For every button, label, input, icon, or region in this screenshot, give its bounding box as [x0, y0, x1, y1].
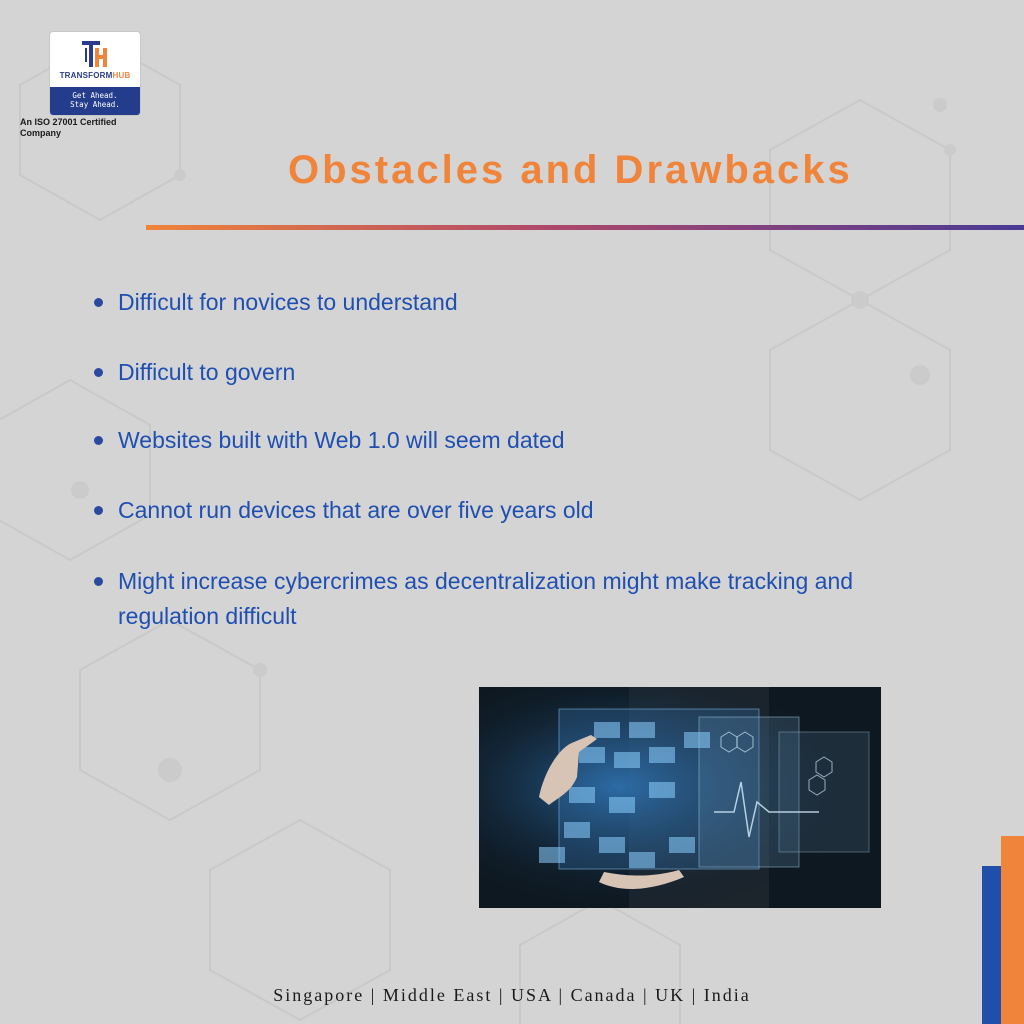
- logo-wordmark-part1: TRANSFORM: [59, 71, 113, 80]
- hologram-interface-photo: [479, 687, 881, 908]
- bullet-dot-icon: [94, 506, 103, 515]
- corner-accent-bar-blue: [982, 866, 1001, 1024]
- title-divider: [146, 225, 1024, 230]
- slide-title: Obstacles and Drawbacks: [288, 148, 853, 192]
- list-item-text: Might increase cybercrimes as decentralization might make tracking and regulation difficult: [118, 568, 854, 629]
- logo-tagline-line2: Stay Ahead.: [70, 100, 120, 109]
- logo-wordmark-part2: HUB: [112, 71, 131, 80]
- transformhub-logo-mark-icon: [79, 40, 111, 70]
- logo-tagline: [50, 87, 140, 115]
- company-logo[interactable]: [49, 31, 141, 116]
- bullet-dot-icon: [94, 368, 103, 377]
- bullet-dot-icon: [94, 298, 103, 307]
- corner-accent-bar-orange: [1001, 836, 1024, 1024]
- logo-wordmark: [50, 71, 140, 80]
- footer-locations: Singapore | Middle East | USA | Canada | UK | India: [273, 985, 751, 1005]
- list-item-text: Cannot run devices that are over five years old: [118, 497, 594, 523]
- logo-tagline-line1: Get Ahead.: [72, 91, 118, 100]
- list-item-text: Websites built with Web 1.0 will seem dated: [118, 427, 565, 453]
- list-item-text: Difficult to govern: [118, 359, 296, 385]
- bullet-dot-icon: [94, 577, 103, 586]
- list-item-text: Difficult for novices to understand: [118, 289, 458, 315]
- bullet-dot-icon: [94, 436, 103, 445]
- iso-certification-label: An ISO 27001 Certified Company: [20, 117, 117, 138]
- hologram-illustration: [479, 687, 881, 908]
